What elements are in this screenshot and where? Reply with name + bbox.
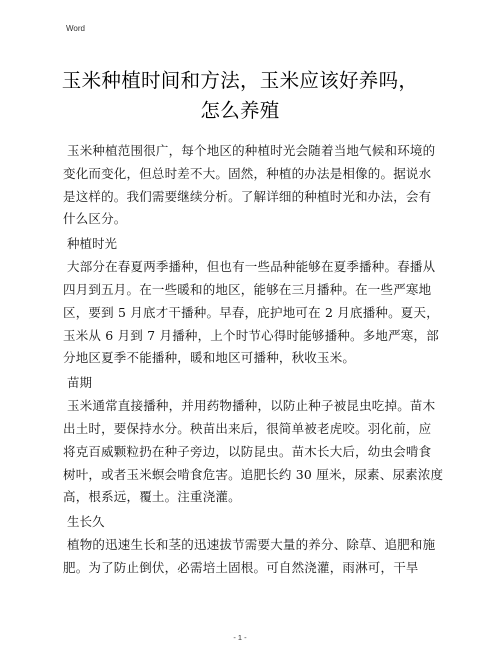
text-line: 高，根系远，覆土。注重浇灌。	[63, 489, 241, 505]
document-body	[63, 140, 444, 580]
text-line: 什么区分。	[63, 211, 127, 227]
document-title	[50, 66, 430, 126]
text-line: 区，要到 5 月底才干播种。早春，庇护地可在 2 月底播种。夏天，	[63, 304, 439, 320]
title-line-2: 怎么养殖	[200, 99, 280, 122]
paragraph-intro	[63, 140, 436, 231]
text-line: 玉米种植范围很广，每个地区的种植时光会随着当地气候和环境的	[67, 143, 436, 158]
section-heading: 苗期	[67, 375, 93, 391]
title-line-1: 玉米种植时间和方法，玉米应该好养吗，	[61, 69, 419, 92]
paragraph-seedling	[63, 395, 444, 509]
section-heading: 种植时光	[67, 236, 118, 252]
text-line: 树叶，或者玉米螟会啃食危害。追肥长约 30 厘米，尿素、尿素浓度	[63, 466, 444, 482]
text-line: 分地区夏季不能播种，暖和地区可播种，秋收玉米。	[63, 350, 356, 366]
paragraph-planting-time	[63, 256, 439, 370]
text-line: 大部分在春夏两季播种，但也有一些品种能够在夏季播种。春播从	[67, 259, 436, 275]
paragraph-growth	[63, 534, 436, 580]
page-number: - 1 -	[233, 633, 247, 642]
text-line: 四月到五月。在一些暖和的地区，能够在三月播种。在一些严寒地	[63, 281, 432, 297]
text-line: 出土时，要保持水分。秧苗出来后，很简单被老虎咬。羽化前，应	[63, 420, 432, 436]
section-heading: 生长久	[67, 514, 105, 530]
text-line: 是这样的。我们需要继续分析。了解详细的种植时光和办法，会有	[63, 188, 432, 204]
text-line: 玉米从 6 月到 7 月播种，上个时节心得时能够播种。多地严寒，部	[63, 327, 439, 343]
text-line: 植物的迅速生长和茎的迅速拔节需要大量的养分、除草、追肥和施	[67, 537, 436, 553]
text-line: 肥。为了防止倒伏，必需培土固根。可自然浇灌，雨淋可，干旱	[63, 559, 419, 575]
header-label: Word	[66, 24, 85, 33]
text-line: 变化而变化，但总时差不大。固然，种植的办法是相像的。据说水	[63, 165, 432, 181]
text-line: 玉米通常直接播种，并用药物播种，以防止种子被昆虫吃掉。苗木	[67, 398, 436, 414]
text-line: 将克百威颗粒扔在种子旁边，以防昆虫。苗木长大后，幼虫会啃食	[63, 443, 432, 459]
